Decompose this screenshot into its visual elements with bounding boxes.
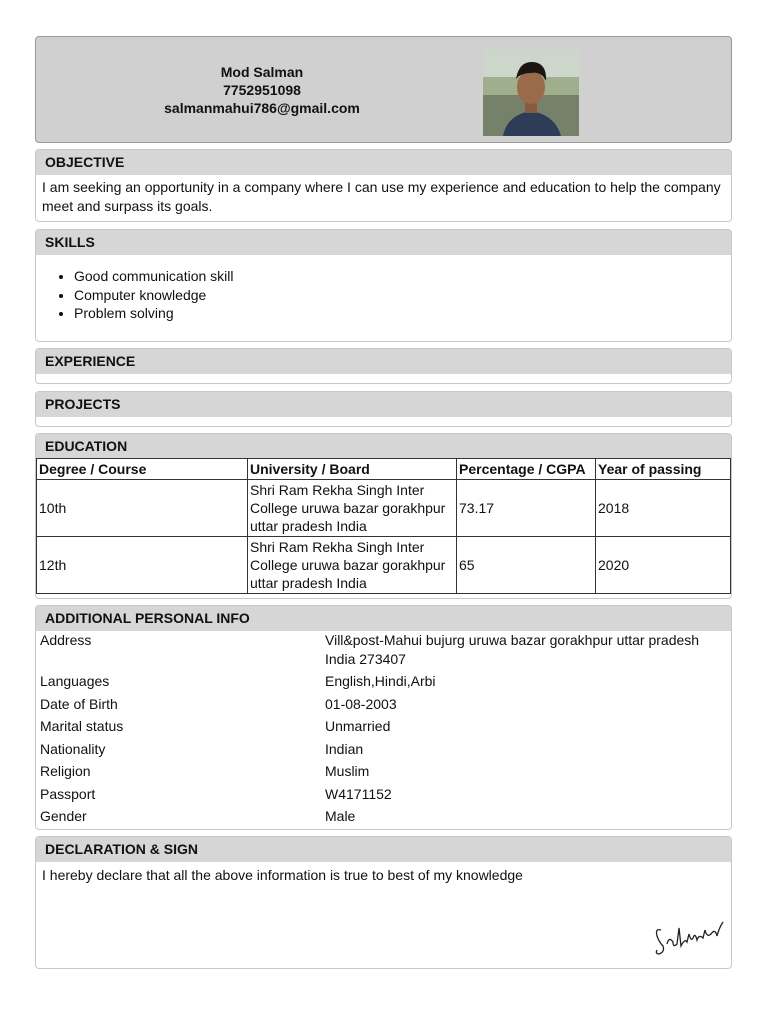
info-label: Gender — [40, 808, 87, 824]
experience-section — [35, 348, 732, 384]
table-cell: 2018 — [596, 480, 731, 537]
info-label: Address — [40, 632, 92, 648]
candidate-email: salmanmahui786@gmail.com — [164, 100, 360, 116]
list-item: • Problem solving — [74, 304, 731, 323]
education-table — [36, 458, 731, 594]
contact-block — [162, 63, 362, 117]
table-row — [36, 717, 731, 740]
table-cell: 65 — [457, 537, 596, 594]
personal-info-section — [35, 605, 732, 830]
list-item: • Good communication skill — [74, 267, 731, 286]
projects-section — [35, 391, 732, 427]
info-label: Marital status — [40, 718, 124, 734]
projects-heading: PROJECTS — [36, 392, 731, 417]
column-header: Year of passing — [596, 459, 731, 480]
table-cell: 2020 — [596, 537, 731, 594]
candidate-name: Mod Salman — [220, 64, 304, 80]
objective-text: I am seeking an opportunity in a company where I can use my experience and education to help the company meet and surpass its goals. — [42, 179, 721, 214]
table-header-row — [37, 459, 731, 480]
column-header: Degree / Course — [37, 459, 248, 480]
column-header: Percentage / CGPA — [457, 459, 596, 480]
skills-list — [36, 267, 731, 323]
info-label: Passport — [40, 785, 96, 802]
skills-heading: SKILLS — [36, 230, 731, 255]
table-cell: 73.17 — [457, 480, 596, 537]
info-value: 01-08-2003 — [325, 695, 397, 712]
declaration-section — [35, 836, 732, 969]
resume-header — [35, 36, 732, 143]
info-value: Indian — [325, 740, 364, 757]
skills-section — [35, 229, 732, 342]
table-row — [37, 480, 731, 537]
table-cell: 12th — [37, 537, 248, 594]
table-row — [37, 537, 731, 594]
signature-image — [651, 908, 729, 958]
declaration-text: I hereby declare that all the above information is true to best of my knowledge — [42, 867, 523, 883]
info-label: Nationality — [40, 740, 106, 757]
info-value: W4171152 — [325, 785, 392, 802]
table-row — [36, 785, 731, 808]
info-value: Male — [325, 808, 356, 824]
personal-info-table — [36, 631, 731, 830]
info-value: Muslim — [325, 763, 370, 779]
table-cell: 10th — [37, 480, 248, 537]
list-item: • Computer knowledge — [74, 286, 731, 305]
info-label: Languages — [40, 673, 110, 689]
table-row — [36, 672, 731, 695]
info-label: Date of Birth — [40, 695, 118, 712]
education-heading: EDUCATION — [36, 434, 731, 458]
info-value: Vill&post-Mahui bujurg uruwa bazar gorakhpur uttar pradesh India 273407 — [325, 632, 700, 667]
table-cell: Shri Ram Rekha Singh Inter College uruwa bazar gorakhpur uttar pradesh India — [248, 537, 457, 594]
profile-photo — [483, 49, 579, 136]
info-value: Unmarried — [325, 718, 391, 734]
experience-heading: EXPERIENCE — [36, 349, 731, 374]
table-row — [36, 631, 731, 672]
table-row — [36, 807, 731, 830]
table-cell: Shri Ram Rekha Singh Inter College uruwa bazar gorakhpur uttar pradesh India — [248, 480, 457, 537]
declaration-heading: DECLARATION & SIGN — [36, 837, 731, 862]
objective-heading: OBJECTIVE — [36, 150, 731, 175]
table-row — [36, 762, 731, 785]
info-value: English,Hindi,Arbi — [325, 673, 436, 689]
column-header: University / Board — [248, 459, 457, 480]
table-row — [36, 740, 731, 763]
info-label: Religion — [40, 763, 91, 779]
candidate-phone: 7752951098 — [223, 82, 301, 98]
objective-section — [35, 149, 732, 222]
table-row — [36, 695, 731, 718]
personal-info-heading: ADDITIONAL PERSONAL INFO — [36, 606, 731, 631]
education-section — [35, 433, 732, 599]
